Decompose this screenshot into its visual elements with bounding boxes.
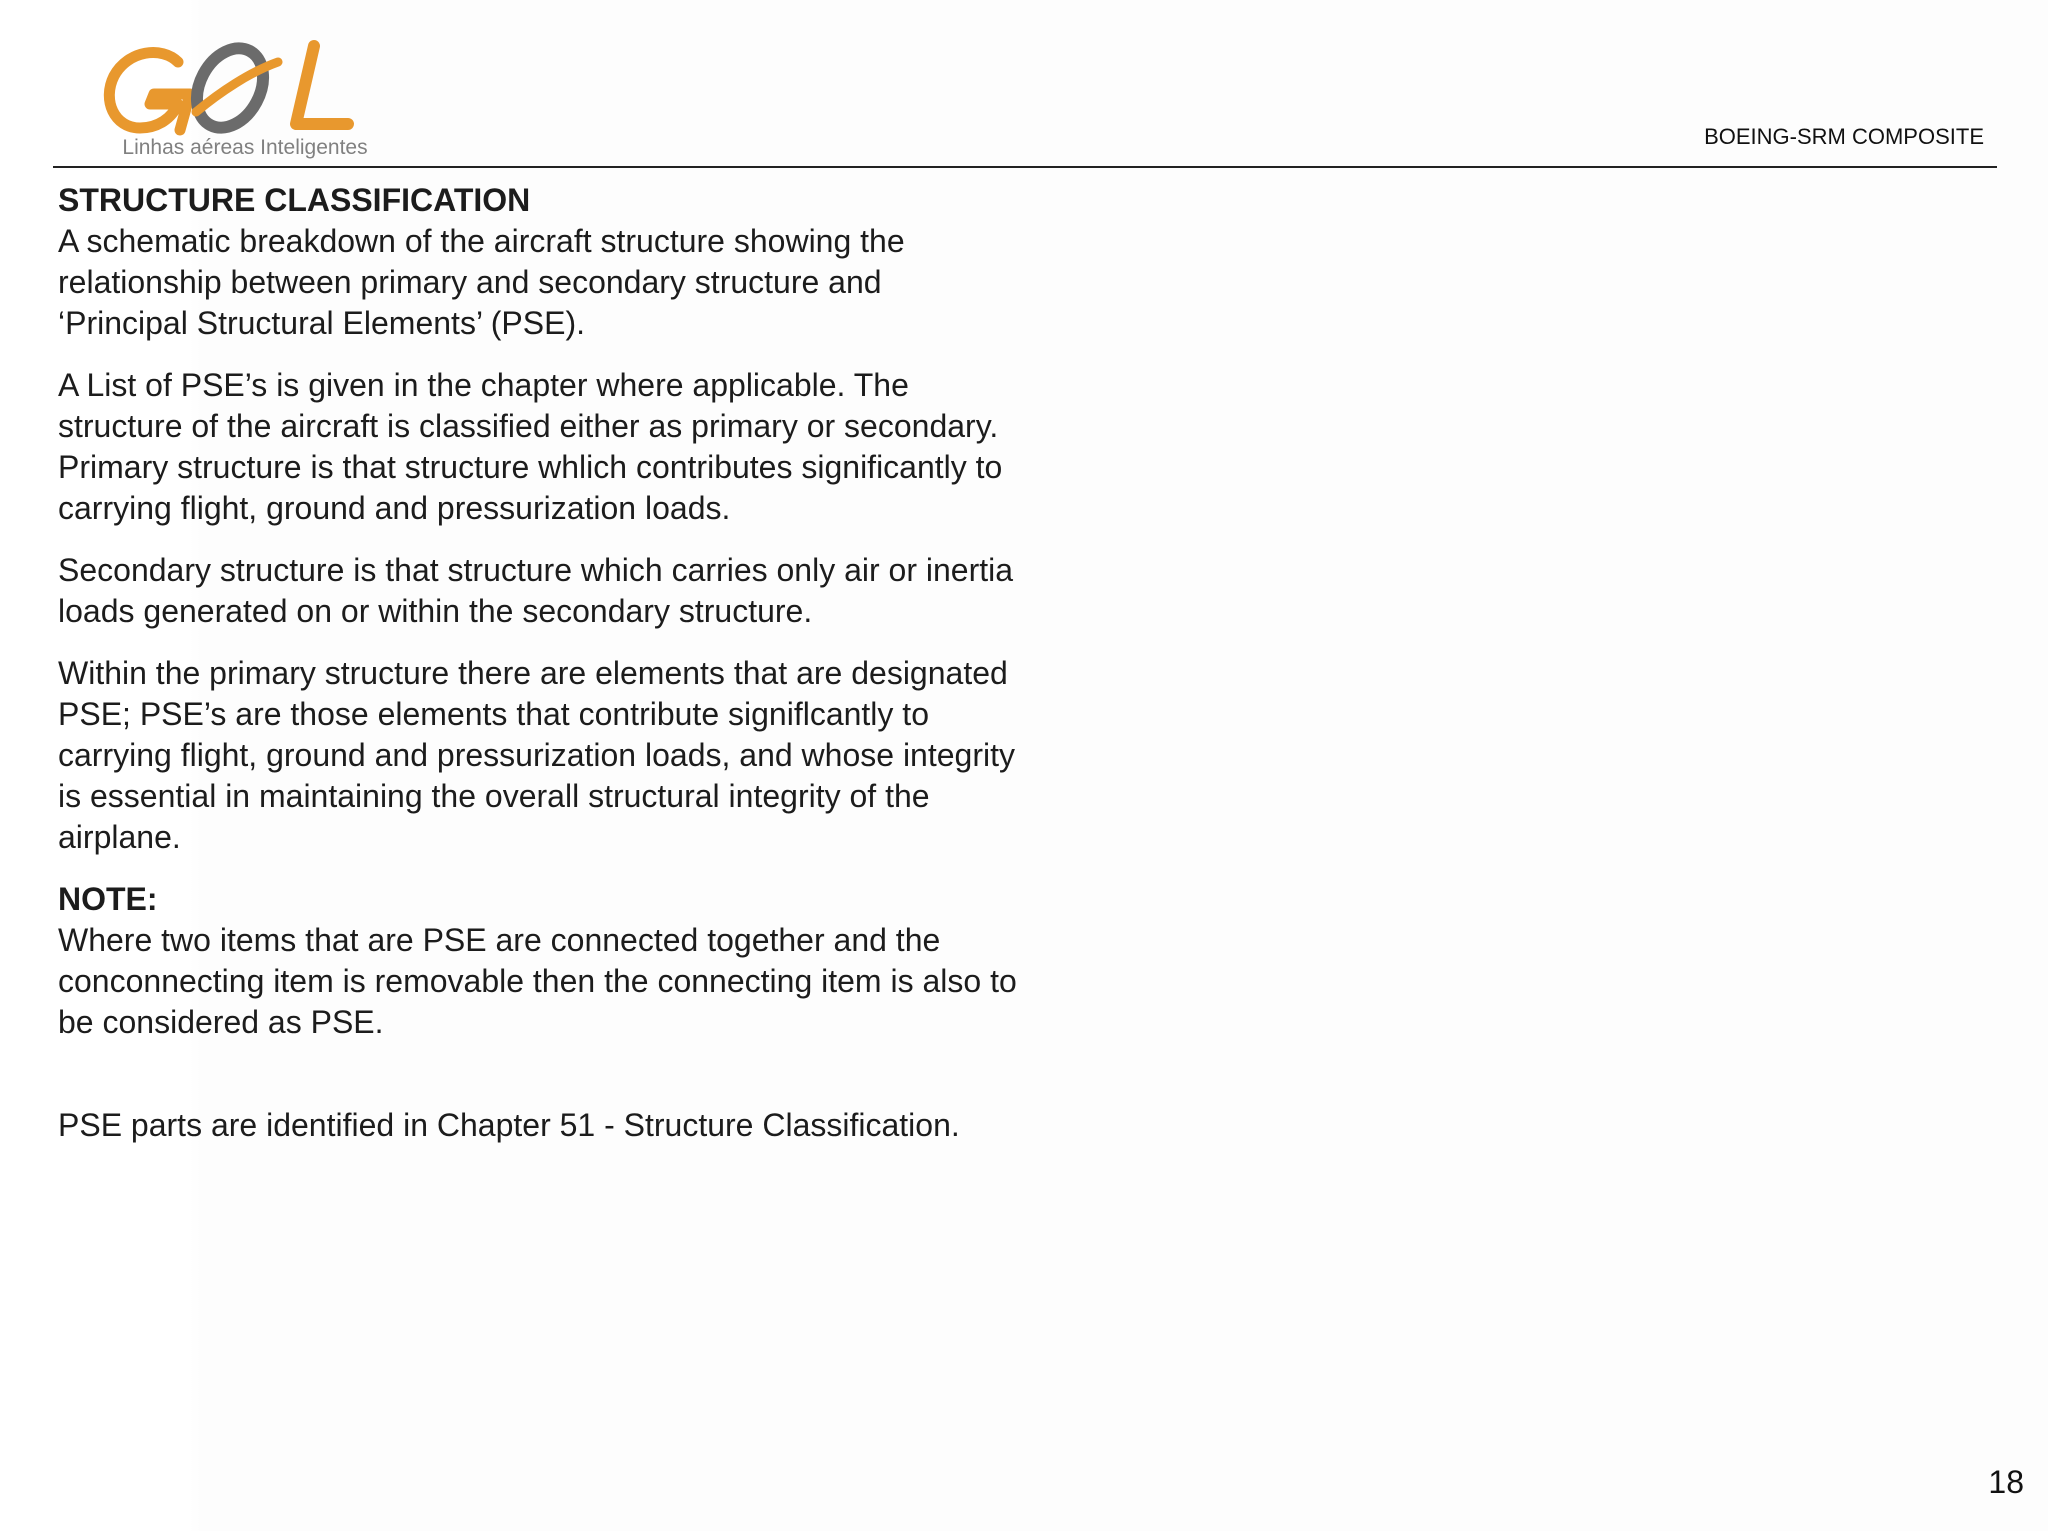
section-heading: STRUCTURE CLASSIFICATION: [58, 182, 531, 218]
logo-tagline: Linhas aéreas Inteligentes: [122, 136, 368, 159]
paragraph-secondary: Secondary structure is that structure which carries only air or inertia loads generated on or within the secondary structure.: [58, 552, 1014, 629]
note-label: NOTE:: [58, 881, 158, 917]
document-title: BOEING-SRM COMPOSITE: [1704, 124, 1984, 149]
paragraph-pse-list: A List of PSE’s is given in the chapter where applicable. The structure of the aircraft is classified either as primary or secondary. Primary structure is that structure whlich contributes significantly to carrying flight, ground and pressurization loads.: [58, 367, 1003, 526]
paragraph-pse-definition: Within the primary structure there are elements that are designated PSE; PSE’s are those elements that contribute signiflcantly to carrying flight, ground and pressurization loads, and whose integrity is essential in maintaining the overall structural integrity of the airplane.: [58, 655, 1015, 855]
page-number: 18: [1988, 1464, 2024, 1500]
main-content: [58, 180, 1018, 1167]
header-divider: [53, 166, 1997, 168]
note-text: Where two items that are PSE are connected together and the conconnecting item is removable then the connecting item is also to be considered as PSE.: [58, 922, 1017, 1040]
paragraph-schematic: A schematic breakdown of the aircraft structure showing the relationship between primary and secondary structure and ‘Principal Structural Elements’ (PSE).: [58, 223, 905, 341]
gol-logo: [100, 32, 390, 168]
gol-logo-mark: [100, 32, 390, 142]
paragraph-closing: PSE parts are identified in Chapter 51 - Structure Classification.: [58, 1107, 960, 1143]
